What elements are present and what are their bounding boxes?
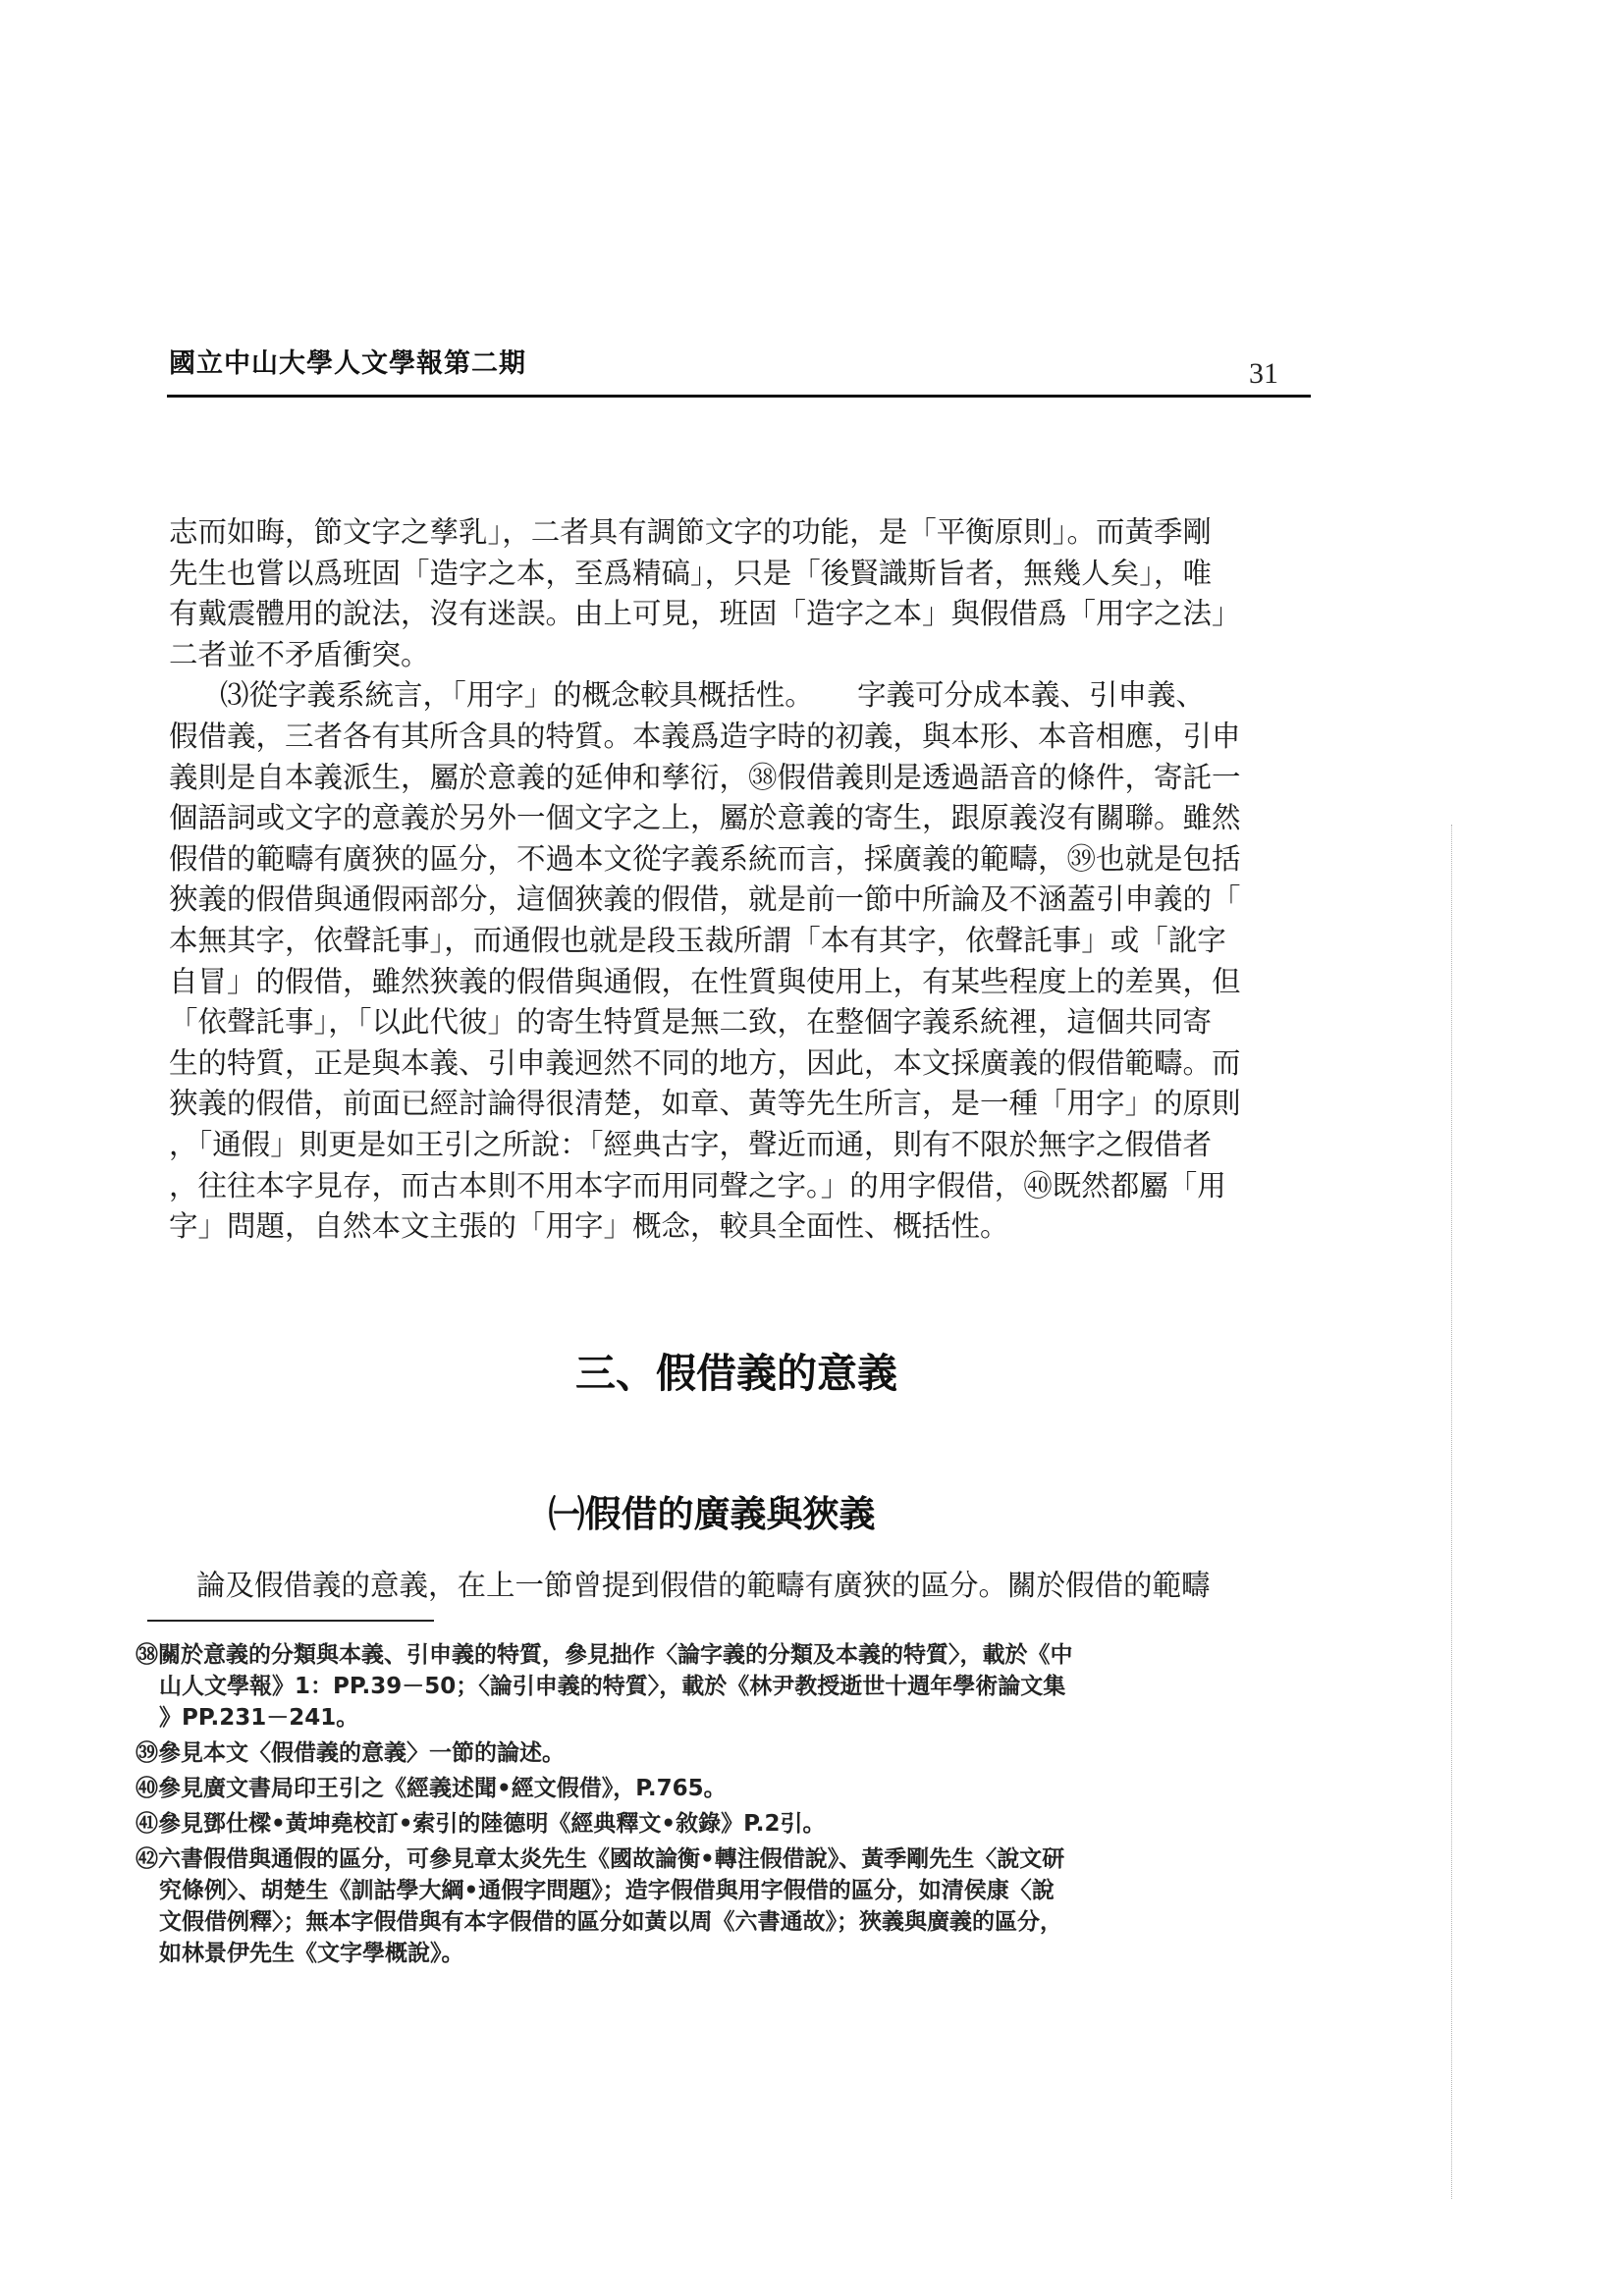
body-line: 生的特質，正是與本義、引申義迥然不同的地方，因此，本文採廣義的假借範疇。而 [169, 1045, 1241, 1080]
body-line: 「依聲託事」，「以此代彼」的寄生特質是無二致，在整個字義系統裡，這個共同寄 [169, 1005, 1213, 1040]
footnote-line: 究條例〉、胡楚生《訓詁學大綱•通假字問題》；造字假借與用字假借的區分，如清侯康〈說 [159, 1878, 1055, 1903]
footnote-41: ㊶參見鄧仕樑•黃坤堯校訂•索引的陸德明《經典釋文•敘錄》P.2引。 [135, 1811, 826, 1837]
footnote-40: ㊵參見廣文書局印王引之《經義述聞•經文假借》，P.765。 [135, 1776, 727, 1801]
body-line: 狹義的假借，前面已經討論得很清楚，如章、黃等先生所言，是一種「用字」的原則 [169, 1087, 1241, 1121]
body-text [169, 512, 1239, 1248]
footnote-line: 如林景伊先生《文字學概說》。 [159, 1941, 464, 1966]
footnote-38 [135, 1639, 1235, 1734]
scan-edge-mark [1451, 825, 1452, 2199]
footnote-line: 文假借例釋〉；無本字假借與有本字假借的區分如黃以周《六書通故》；狹義與廣義的區分， [159, 1909, 1062, 1935]
footnote-39: ㊴參見本文〈假借義的意義〉一節的論述。 [135, 1740, 565, 1766]
body-line: 二者並不矛盾衝突。 [169, 637, 430, 671]
body-line: 自冒」的假借，雖然狹義的假借與通假，在性質與使用上，有某些程度上的差異，但 [169, 964, 1241, 998]
body-line: 本無其字，依聲託事」，而通假也就是段玉裁所謂「本有其字，依聲託事」或「訛字 [169, 923, 1226, 957]
body-line: 假借的範疇有廣狹的區分，不過本文從字義系統而言，採廣義的範疇，㊴也就是包括 [169, 841, 1241, 876]
footnote-line: ㊷六書假借與通假的區分，可參見章太炎先生《國故論衡•轉注假借說》、黃季剛先生〈說文研 [135, 1846, 1065, 1872]
paragraph-start-line: ⑶從字義系統言，「用字」的概念較具概括性。 字義可分成本義、引申義、 [220, 678, 1206, 713]
paragraph-start-line: 論及假借義的意義，在上一節曾提到假借的範疇有廣狹的區分。關於假借的範疇 [196, 1569, 1211, 1602]
section-title: 三、假借義的意義 [575, 1350, 897, 1397]
body-line: 狹義的假借與通假兩部分，這個狹義的假借，就是前一節中所論及不涵蓋引申義的「 [169, 882, 1241, 917]
page-number: 31 [1249, 357, 1278, 390]
journal-header-title: 國立中山大學人文學報第二期 [169, 348, 526, 379]
body-line: ，往往本字見存，而古本則不用本字而用同聲之字。」的用字假借，㊵既然都屬「用 [169, 1168, 1226, 1202]
body-line: 個語詞或文字的意義於另外一個文字之上，屬於意義的寄生，跟原義沒有關聯。雖然 [169, 801, 1241, 835]
footnote-line: 》PP.231－241。 [159, 1705, 359, 1731]
footnote-42 [135, 1843, 1235, 1969]
subsection-title: ㈠假借的廣義與狹義 [548, 1493, 876, 1535]
body-line: 義則是自本義派生，屬於意義的延伸和孳衍，㊳假借義則是透過語音的條件，寄託一 [169, 760, 1241, 794]
body-line: 假借義，三者各有其所含具的特質。本義爲造字時的初義，與本形、本音相應，引申 [169, 719, 1241, 753]
body-line: 志而如晦，節文字之孳乳」，二者具有調節文字的功能，是「平衡原則」。而黃季剛 [169, 515, 1213, 549]
footnote-line: 山人文學報》1：PP.39－50；〈論引申義的特質〉，載於《林尹教授逝世十週年學術論文集 [159, 1674, 1066, 1699]
footnote-line: ㊳關於意義的分類與本義、引申義的特質，參見拙作〈論字義的分類及本義的特質〉，載於《中 [135, 1642, 1073, 1668]
body-line: ，「通假」則更是如王引之所說：「經典古字，聲近而通，則有不限於無字之假借者 [169, 1127, 1213, 1161]
body-line: 有戴震體用的說法，沒有迷誤。由上可見，班固「造字之本」與假借爲「用字之法」 [169, 597, 1241, 631]
footnote-separator [147, 1620, 434, 1622]
header-rule [167, 395, 1311, 398]
body-line: 字」問題，自然本文主張的「用字」概念，較具全面性、概括性。 [169, 1209, 1009, 1244]
body-line: 先生也嘗以爲班固「造字之本，至爲精碻」，只是「後賢識斯旨者，無幾人矣」，唯 [169, 556, 1213, 590]
footnotes [135, 1639, 1235, 1969]
